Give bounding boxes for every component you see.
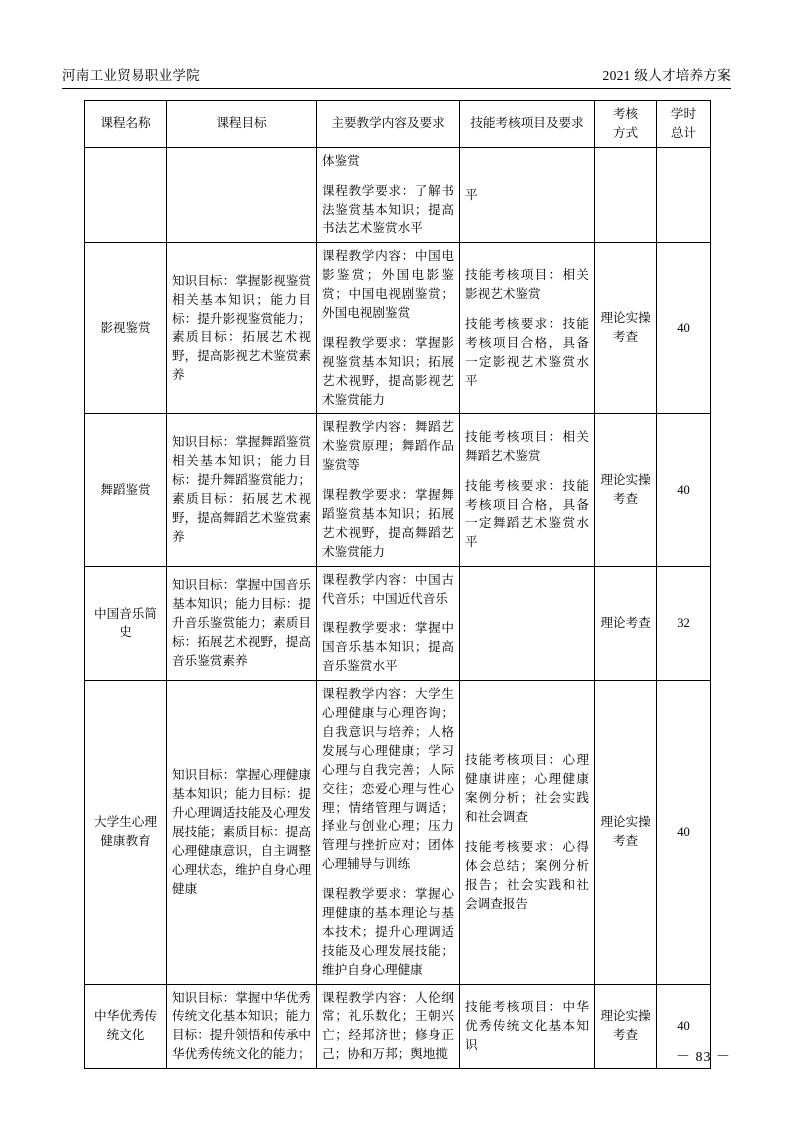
cell-teaching-content	[317, 243, 460, 414]
table-row	[85, 243, 711, 414]
cell-total-hours: 40	[657, 984, 711, 1069]
cell-skill-assessment	[460, 681, 595, 984]
total-hours-line1: 学时	[670, 107, 697, 121]
header-institution: 河南工业贸易职业学院	[62, 68, 200, 83]
cell-total-hours	[657, 147, 711, 243]
total-hours-line2: 总计	[670, 125, 697, 140]
table-row	[85, 984, 711, 1069]
teaching-content-part2: 课程教学要求：掌握中国音乐基本知识；提高音乐鉴赏水平	[322, 621, 454, 674]
cell-course-name: 影视鉴赏	[85, 243, 167, 414]
cell-skill-assessment: 技能考核项目：中华优秀传统文化基本知识	[460, 984, 595, 1069]
cell-course-name: 中国音乐简史	[85, 566, 167, 680]
cell-total-hours: 40	[657, 243, 711, 414]
column-header-course-goal: 课程目标	[167, 101, 317, 148]
page-header	[62, 64, 731, 84]
cell-course-goal: 知识目标：掌握中国音乐基本知识；能力目标：提升音乐鉴赏能力；素质目标：拓展艺术视野，提高音乐鉴赏素养	[167, 566, 317, 680]
header-divider	[62, 88, 731, 89]
assessment-method-text: 理论实操考查	[600, 310, 651, 345]
teaching-content-part1: 体鉴赏	[322, 153, 360, 168]
cell-course-goal: 知识目标：掌握影视鉴赏相关基本知识；能力目标：提升影视鉴赏能力；素质目标：拓展艺术视野，提高影视艺术鉴赏素养	[167, 243, 317, 414]
column-header-skill-assessment: 技能考核项目及要求	[460, 101, 595, 148]
page-number: － 83 －	[676, 1050, 731, 1065]
skill-assessment-part1: 技能考核项目：相关影视艺术鉴赏	[465, 268, 589, 302]
column-header-teaching-content: 主要教学内容及要求	[317, 101, 460, 148]
assessment-method-line1: 考核	[612, 107, 639, 121]
teaching-content-part2: 课程教学要求：了解书法鉴赏基本知识；提高书法艺术鉴赏水平	[322, 183, 454, 236]
skill-assessment-part2: 技能考核要求：技能考核项目合格，具备一定影视艺术鉴赏水平	[465, 317, 589, 388]
cell-course-name: 舞蹈鉴赏	[85, 414, 167, 566]
teaching-content-part1: 课程教学内容：人伦纲常；礼乐数化；王朝兴亡；经邦济世；修身正己；协和万邦；舆地揽	[322, 990, 454, 1062]
cell-teaching-content	[317, 147, 460, 243]
teaching-content-part2: 课程教学要求：掌握影视鉴赏基本知识；拓展艺术视野，提高影视艺术鉴赏能力	[322, 335, 454, 407]
cell-total-hours: 40	[657, 681, 711, 984]
cell-total-hours: 40	[657, 414, 711, 566]
teaching-content-part2: 课程教学要求：掌握舞蹈鉴赏基本知识；拓展艺术视野，提高舞蹈艺术鉴赏能力	[322, 488, 454, 559]
header-document-title: 2021 级人才培养方案	[602, 68, 731, 83]
cell-course-goal	[167, 147, 317, 243]
column-header-total-hours	[657, 101, 711, 148]
table-header-row	[85, 101, 711, 148]
skill-assessment-part1: 技能考核项目：心理健康讲座；心理健康案例分析；社会实践和社会调查	[465, 753, 589, 824]
skill-assessment-part2: 技能考核要求：技能考核项目合格，具备一定舞蹈艺术鉴赏水平	[465, 478, 589, 550]
cell-skill-assessment	[460, 414, 595, 566]
cell-course-name	[85, 147, 167, 243]
course-table	[84, 100, 711, 1069]
table-row	[85, 566, 711, 680]
teaching-content-part1: 课程教学内容：中国电影鉴赏；外国电影鉴赏；中国电视剧鉴赏；外国电视剧鉴赏	[322, 249, 454, 321]
teaching-content-part2: 课程教学要求：掌握心理健康的基本理论与基本技术；提升心理调适技能及心理发展技能；维护自身心理健康	[322, 887, 454, 977]
page-footer	[676, 1046, 731, 1066]
cell-assessment-method: 理论实操考查	[595, 984, 657, 1069]
cell-skill-assessment	[460, 243, 595, 414]
cell-assessment-method: 理论实操考查	[595, 414, 657, 566]
cell-skill-assessment	[460, 147, 595, 243]
cell-course-goal: 知识目标：掌握舞蹈鉴赏相关基本知识；能力目标：提升舞蹈鉴赏能力；素质目标：拓展艺术视野，提高舞蹈艺术鉴赏素养	[167, 414, 317, 566]
cell-assessment-method	[595, 147, 657, 243]
course-table-container	[84, 100, 710, 1069]
cell-teaching-content	[317, 414, 460, 566]
cell-teaching-content	[317, 681, 460, 984]
cell-course-goal: 知识目标：掌握心理健康基本知识；能力目标：提升心理调适技能及心理发展技能；素质目标：提高心理健康意识，自主调整心理状态，维护自身心理健康	[167, 681, 317, 984]
cell-course-name: 大学生心理健康教育	[85, 681, 167, 984]
teaching-content-part1: 课程教学内容：大学生心理健康与心理咨询；自我意识与培养；人格发展与心理健康；学习心理与自我完善；人际交往；恋爱心理与性心理；情绪管理与调适；择业与创业心理；压力管理与挫折应对；团体心理辅导与训练	[322, 687, 454, 872]
cell-course-name: 中华优秀传统文化	[85, 984, 167, 1069]
cell-course-goal: 知识目标：掌握中华优秀传统文化基本知识；能力目标：提升领悟和传承中华优秀传统文化的能力；	[167, 984, 317, 1069]
cell-assessment-method: 理论考查	[595, 566, 657, 680]
teaching-content-part1: 课程教学内容：舞蹈艺术鉴赏原理；舞蹈作品鉴赏等	[322, 420, 454, 473]
cell-teaching-content	[317, 984, 460, 1069]
table-row	[85, 681, 711, 984]
skill-assessment-part2: 技能考核要求：心得体会总结；案例分析报告；社会实践和社会调查报告	[465, 839, 589, 911]
column-header-assessment-method	[595, 101, 657, 148]
table-row	[85, 147, 711, 243]
column-header-course-name: 课程名称	[85, 101, 167, 148]
table-row	[85, 414, 711, 566]
cell-skill-assessment	[460, 566, 595, 680]
skill-assessment-part1: 平	[465, 187, 478, 202]
teaching-content-part1: 课程教学内容：中国古代音乐；中国近代音乐	[322, 572, 454, 606]
cell-teaching-content	[317, 566, 460, 680]
skill-assessment-part1: 技能考核项目：相关舞蹈艺术鉴赏	[465, 429, 589, 463]
cell-assessment-method	[595, 243, 657, 414]
cell-total-hours: 32	[657, 566, 711, 680]
cell-assessment-method: 理论实操考查	[595, 681, 657, 984]
assessment-method-line2: 方式	[612, 125, 639, 140]
